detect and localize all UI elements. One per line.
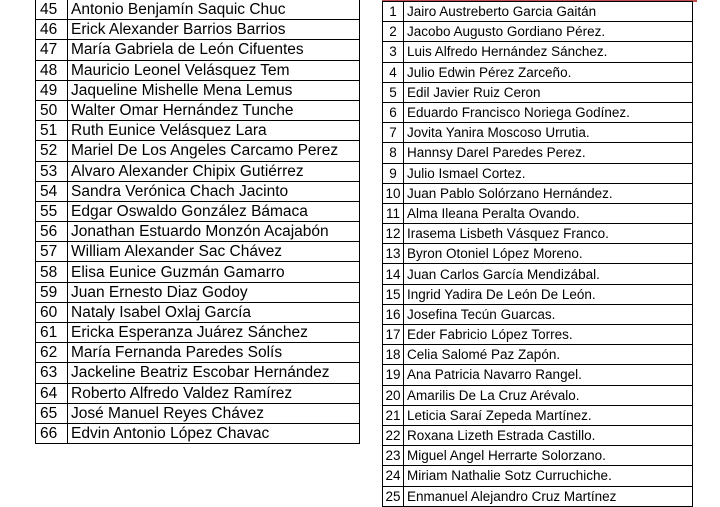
table-row [383, 466, 693, 486]
person-name: Byron Otoniel López Moreno. [404, 244, 693, 264]
table-row [383, 304, 693, 324]
person-name: Celia Salomé Paz Zapón. [404, 345, 693, 365]
row-number: 24 [383, 466, 404, 486]
person-name: Jovita Yanira Moscoso Urrutia. [404, 123, 693, 143]
row-number: 49 [36, 80, 68, 100]
row-number: 11 [383, 203, 404, 223]
person-name: Enmanuel Alejandro Cruz Martínez [404, 486, 693, 506]
table-row [383, 264, 693, 284]
person-name: Edgar Oswaldo González Bámaca [68, 201, 360, 221]
row-number: 4 [383, 62, 404, 82]
table-row [36, 80, 360, 100]
table-row [383, 123, 693, 143]
table-row [383, 183, 693, 203]
table-row [36, 323, 360, 343]
left-name-table [35, 0, 360, 444]
row-number: 9 [383, 163, 404, 183]
person-name: Mauricio Leonel Velásquez Tem [68, 60, 360, 80]
person-name: Jairo Austreberto Garcia Gaitán [404, 2, 693, 22]
table-row [36, 201, 360, 221]
table-row [36, 121, 360, 141]
row-number: 5 [383, 82, 404, 102]
person-name: José Manuel Reyes Chávez [68, 403, 360, 423]
person-name: Jaqueline Mishelle Mena Lemus [68, 80, 360, 100]
row-number: 46 [36, 20, 68, 40]
person-name: Juan Ernesto Diaz Godoy [68, 282, 360, 302]
person-name: Jackeline Beatriz Escobar Hernández [68, 363, 360, 383]
table-row [383, 385, 693, 405]
row-number: 7 [383, 123, 404, 143]
table-row [383, 102, 693, 122]
table-row [36, 161, 360, 181]
right-name-table [382, 1, 693, 507]
person-name: Miguel Angel Herrarte Solorzano. [404, 446, 693, 466]
table-row [36, 282, 360, 302]
person-name: Ericka Esperanza Juárez Sánchez [68, 323, 360, 343]
person-name: Edil Javier Ruiz Ceron [404, 82, 693, 102]
table-row [383, 284, 693, 304]
person-name: Jacobo Augusto Gordiano Pérez. [404, 22, 693, 42]
row-number: 48 [36, 60, 68, 80]
row-number: 59 [36, 282, 68, 302]
row-number: 55 [36, 201, 68, 221]
row-number: 57 [36, 242, 68, 262]
row-number: 64 [36, 383, 68, 403]
person-name: Julio Edwin Pérez Zarceño. [404, 62, 693, 82]
table-row [36, 242, 360, 262]
person-name: María Gabriela de León Cifuentes [68, 40, 360, 60]
table-row [36, 181, 360, 201]
table-row [36, 423, 360, 443]
row-number: 22 [383, 425, 404, 445]
left-table-body [36, 0, 360, 444]
person-name: Ruth Eunice Velásquez Lara [68, 121, 360, 141]
table-row [383, 325, 693, 345]
table-row [383, 405, 693, 425]
person-name: Walter Omar Hernández Tunche [68, 100, 360, 120]
person-name: Eder Fabricio López Torres. [404, 325, 693, 345]
person-name: Alvaro Alexander Chipix Gutiérrez [68, 161, 360, 181]
table-row [383, 42, 693, 62]
table-row [383, 365, 693, 385]
table-row [36, 222, 360, 242]
row-number: 3 [383, 42, 404, 62]
row-number: 12 [383, 224, 404, 244]
row-number: 20 [383, 385, 404, 405]
person-name: Miriam Nathalie Sotz Curruchiche. [404, 466, 693, 486]
person-name: Nataly Isabel Oxlaj García [68, 302, 360, 322]
table-row [36, 262, 360, 282]
person-name: Ana Patricia Navarro Rangel. [404, 365, 693, 385]
row-number: 16 [383, 304, 404, 324]
person-name: Josefina Tecún Guarcas. [404, 304, 693, 324]
row-number: 15 [383, 284, 404, 304]
row-number: 50 [36, 100, 68, 120]
row-number: 23 [383, 446, 404, 466]
person-name: Roberto Alfredo Valdez Ramírez [68, 383, 360, 403]
row-number: 14 [383, 264, 404, 284]
table-row [36, 383, 360, 403]
row-number: 60 [36, 302, 68, 322]
person-name: Hannsy Darel Paredes Perez. [404, 143, 693, 163]
row-number: 25 [383, 486, 404, 506]
row-number: 54 [36, 181, 68, 201]
row-number: 47 [36, 40, 68, 60]
row-number: 56 [36, 222, 68, 242]
table-row [383, 2, 693, 22]
row-number: 66 [36, 423, 68, 443]
table-row [36, 20, 360, 40]
row-number: 21 [383, 405, 404, 425]
table-row [36, 40, 360, 60]
table-row [383, 244, 693, 264]
table-row [383, 224, 693, 244]
row-number: 10 [383, 183, 404, 203]
row-number: 6 [383, 102, 404, 122]
row-number: 52 [36, 141, 68, 161]
person-name: Luis Alfredo Hernández Sánchez. [404, 42, 693, 62]
table-row [383, 446, 693, 466]
person-name: Mariel De Los Angeles Carcamo Perez [68, 141, 360, 161]
person-name: Juan Carlos García Mendizábal. [404, 264, 693, 284]
person-name: Elisa Eunice Guzmán Gamarro [68, 262, 360, 282]
table-row [383, 22, 693, 42]
table-row [36, 100, 360, 120]
table-row [36, 403, 360, 423]
person-name: Ingrid Yadira De León De León. [404, 284, 693, 304]
row-number: 19 [383, 365, 404, 385]
table-row [383, 425, 693, 445]
row-number: 2 [383, 22, 404, 42]
person-name: Julio Ismael Cortez. [404, 163, 693, 183]
row-number: 8 [383, 143, 404, 163]
table-row [383, 203, 693, 223]
person-name: Sandra Verónica Chach Jacinto [68, 181, 360, 201]
table-row [383, 345, 693, 365]
row-number: 18 [383, 345, 404, 365]
row-number: 61 [36, 323, 68, 343]
table-row [36, 363, 360, 383]
table-row [383, 486, 693, 506]
table-row [383, 143, 693, 163]
person-name: William Alexander Sac Chávez [68, 242, 360, 262]
person-name: Edvin Antonio López Chavac [68, 423, 360, 443]
person-name: Juan Pablo Solórzano Hernández. [404, 183, 693, 203]
person-name: María Fernanda Paredes Solís [68, 343, 360, 363]
row-number: 1 [383, 2, 404, 22]
table-row [383, 82, 693, 102]
row-number: 65 [36, 403, 68, 423]
person-name: Roxana Lizeth Estrada Castillo. [404, 425, 693, 445]
table-row [36, 302, 360, 322]
row-number: 13 [383, 244, 404, 264]
person-name: Irasema Lisbeth Vásquez Franco. [404, 224, 693, 244]
person-name: Eduardo Francisco Noriega Godínez. [404, 102, 693, 122]
person-name: Amarilis De La Cruz Arévalo. [404, 385, 693, 405]
person-name: Erick Alexander Barrios Barrios [68, 20, 360, 40]
person-name: Leticia Saraí Zepeda Martínez. [404, 405, 693, 425]
table-row [36, 60, 360, 80]
table-row [383, 62, 693, 82]
row-number: 17 [383, 325, 404, 345]
table-row [36, 141, 360, 161]
person-name: Jonathan Estuardo Monzón Acajabón [68, 222, 360, 242]
row-number: 62 [36, 343, 68, 363]
row-number: 53 [36, 161, 68, 181]
person-name: Antonio Benjamín Saquic Chuc [68, 0, 360, 20]
row-number: 63 [36, 363, 68, 383]
table-row [36, 0, 360, 20]
person-name: Alma Ileana Peralta Ovando. [404, 203, 693, 223]
row-number: 51 [36, 121, 68, 141]
table-row [36, 343, 360, 363]
right-table-body [383, 2, 693, 507]
row-number: 45 [36, 0, 68, 20]
row-number: 58 [36, 262, 68, 282]
table-row [383, 163, 693, 183]
